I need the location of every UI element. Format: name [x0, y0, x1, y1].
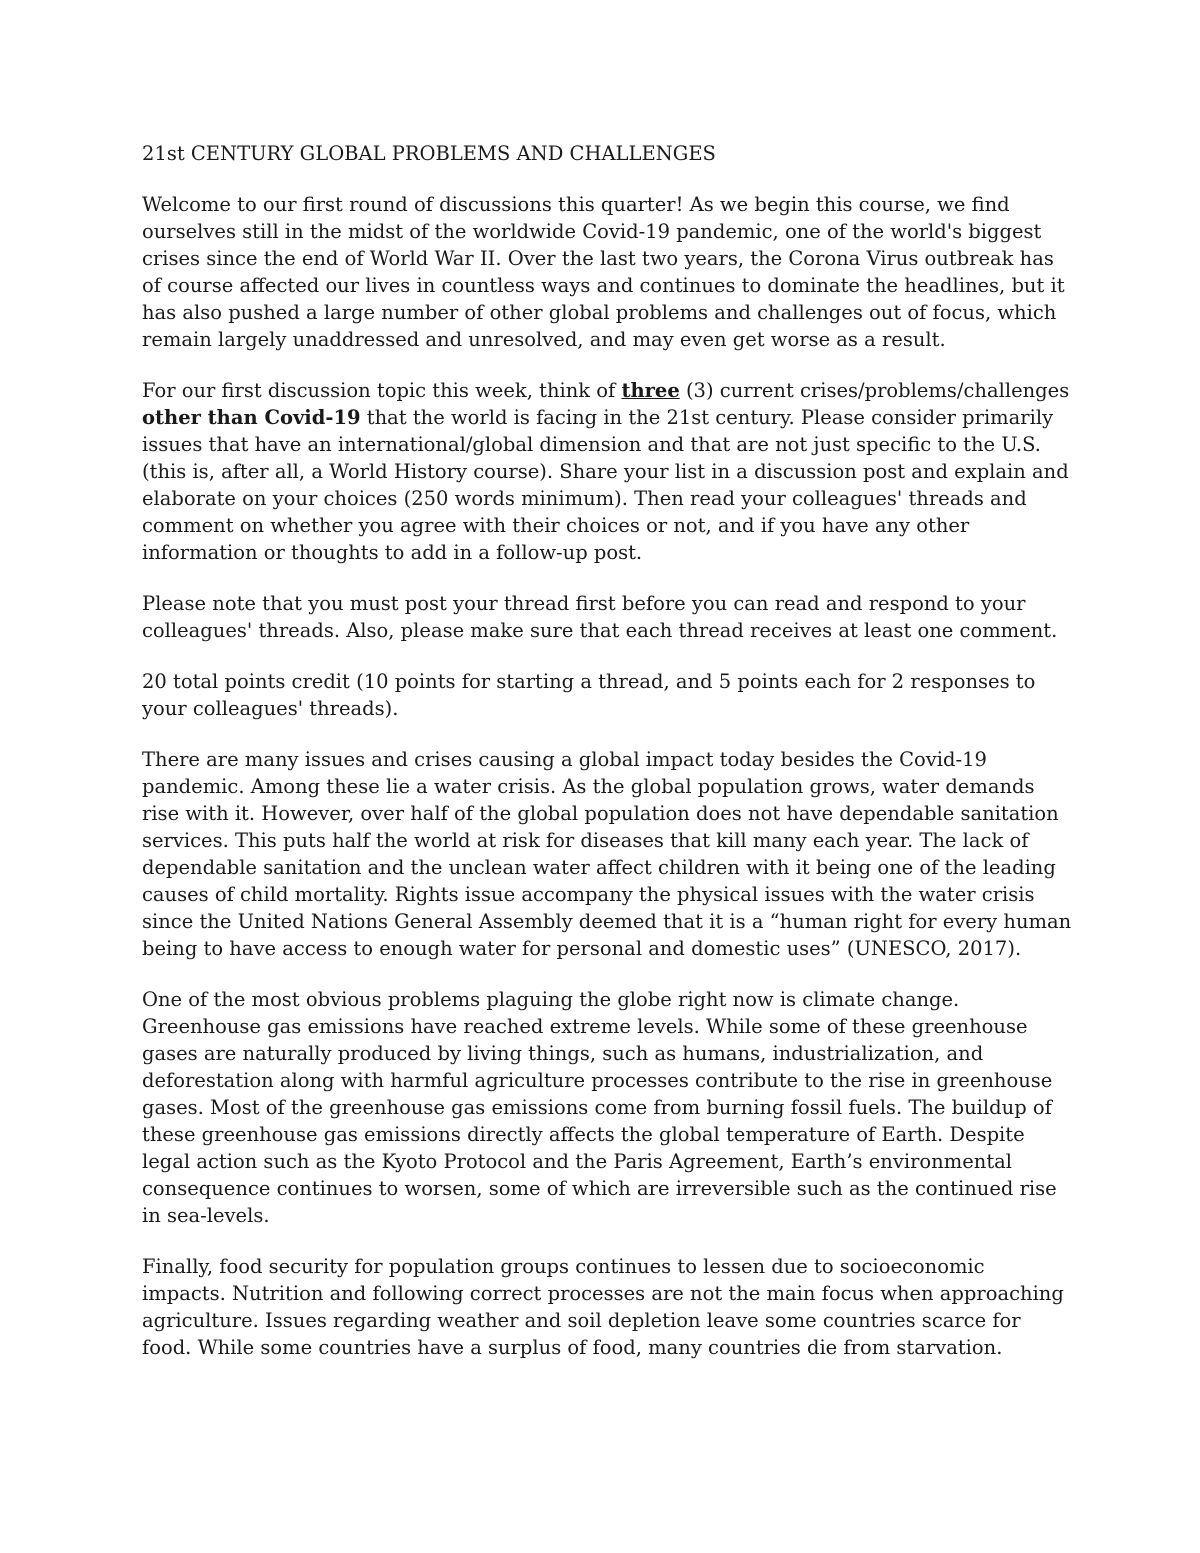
topic-emphasis-three: three: [621, 379, 680, 402]
points-paragraph: 20 total points credit (10 points for starting a thread, and 5 points each for 2 responses to your colleagues' threads).: [142, 670, 1036, 720]
document-title: 21st CENTURY GLOBAL PROBLEMS AND CHALLENGES: [142, 142, 716, 165]
intro-paragraph: Welcome to our first round of discussions this quarter! As we begin this course, we find ourselves still in the midst of the worldwide Covid-19 pandemic, one of the world's biggest crises since the end of World War II. Over the last two years, the Corona Virus outbreak has of course affected our lives in countless ways and continues to dominate the headlines, but it has also pushed a large number of other global problems and challenges out of focus, which remain largely unaddressed and unresolved, and may even get worse as a result.: [142, 193, 1065, 351]
response-paragraph-water: There are many issues and crises causing a global impact today besides the Covid-19 pandemic. Among these lie a water crisis. As the global population grows, water demands rise with it. However, over half of the global population does not have dependable sanitation services. This puts half the world at risk for diseases that kill many each year. The lack of dependable sanitation and the unclean water affect children with it being one of the leading causes of child mortality. Rights issue accompany the physical issues with the water crisis since the United Nations General Assembly deemed that it is a “human right for every human being to have access to enough water for personal and domestic uses” (UNESCO, 2017).: [142, 748, 1072, 960]
document-page: [142, 140, 1072, 1385]
topic-paragraph: [142, 377, 1072, 566]
topic-emphasis-other-than: other than Covid-19: [142, 406, 361, 429]
topic-text-1: For our first discussion topic this week, think of: [142, 379, 622, 402]
topic-text-2: (3) current crises/problems/challenges: [679, 379, 1070, 402]
topic-text-3: that the world is facing in the 21st century. Please consider primarily issues that have an international/global dimension and that are not just specific to the U.S. (this is, after all, a World History course). Share your list in a discussion post and explain and elaborate on your choices (250 words minimum). Then read your colleagues' threads and comment on whether you agree with their choices or not, and if you have any other information or thoughts to add in a follow-up post.: [142, 406, 1069, 564]
response-paragraph-food: Finally, food security for population groups continues to lessen due to socioeconomic impacts. Nutrition and following correct processes are not the main focus when approaching agriculture. Issues regarding weather and soil depletion leave some countries scarce for food. While some countries have a surplus of food, many countries die from starvation.: [142, 1255, 1064, 1359]
response-paragraph-climate: One of the most obvious problems plaguing the globe right now is climate change. Greenhouse gas emissions have reached extreme levels. While some of these greenhouse gases are naturally produced by living things, such as humans, industrialization, and deforestation along with harmful agriculture processes contribute to the rise in greenhouse gases. Most of the greenhouse gas emissions come from burning fossil fuels. The buildup of these greenhouse gas emissions directly affects the global temperature of Earth. Despite legal action such as the Kyoto Protocol and the Paris Agreement, Earth’s environmental consequence continues to worsen, some of which are irreversible such as the continued rise in sea-levels.: [142, 988, 1057, 1227]
note-paragraph: Please note that you must post your thread first before you can read and respond to your colleagues' threads. Also, please make sure that each thread receives at least one comment.: [142, 592, 1058, 642]
